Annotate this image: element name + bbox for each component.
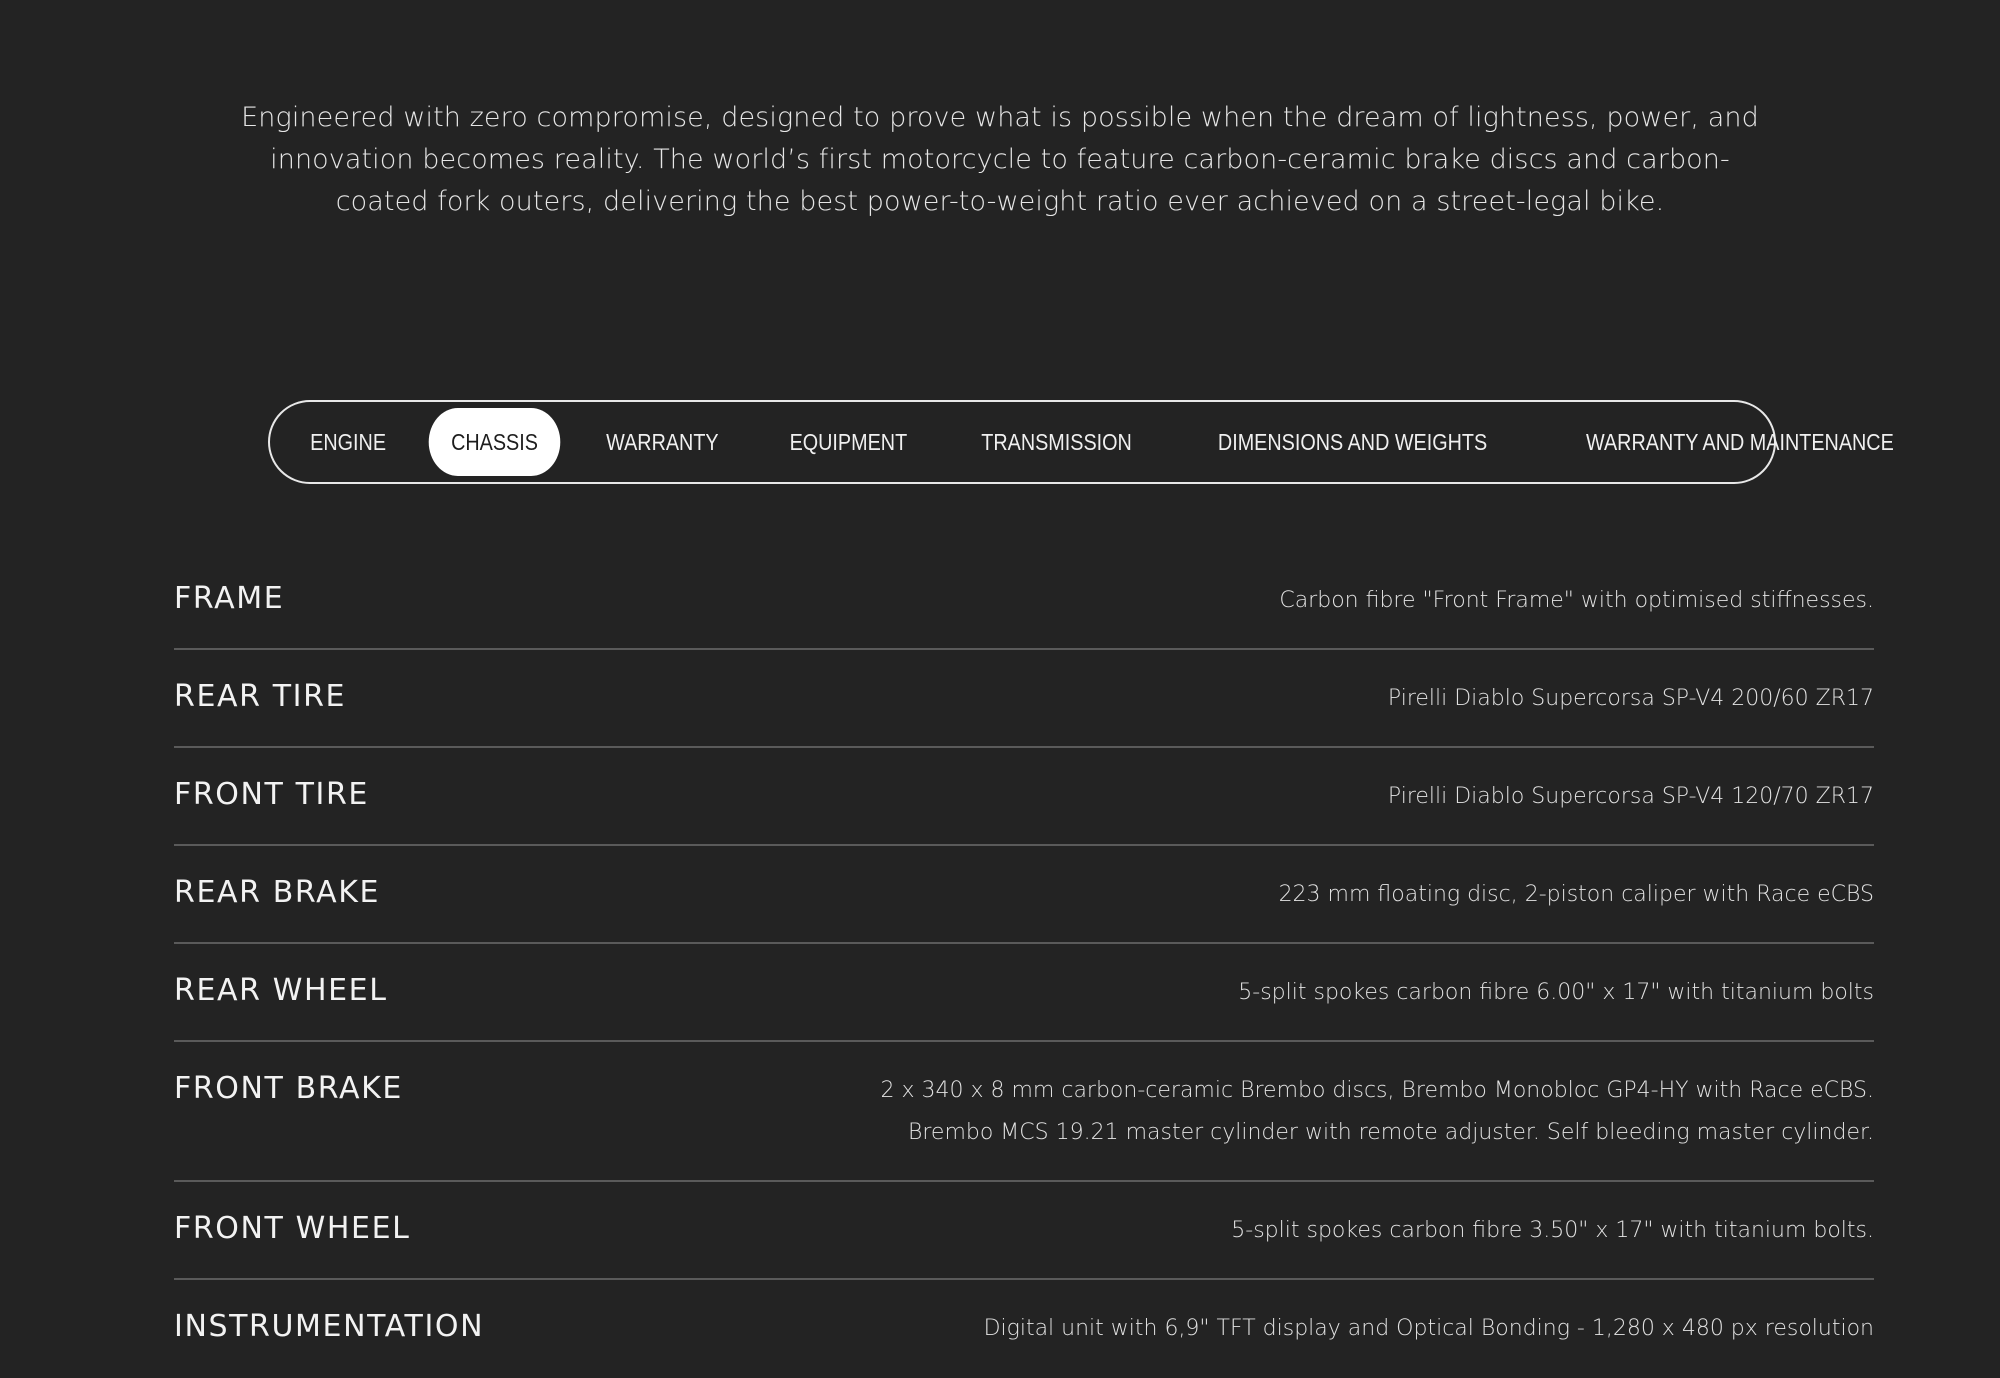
tab-dimensions-and-weights[interactable]: DIMENSIONS AND WEIGHTS <box>1217 429 1487 455</box>
spec-row-frame <box>174 552 1874 650</box>
tab-warranty[interactable]: WARRANTY <box>606 429 719 455</box>
spec-row-instrumentation <box>174 1280 1874 1378</box>
tab-transmission[interactable]: TRANSMISSION <box>980 429 1132 455</box>
spec-row-rear-tire <box>174 650 1874 748</box>
spec-tabs <box>268 400 1894 484</box>
spec-label: FRAME <box>174 581 285 616</box>
tab-chassis[interactable]: CHASSIS <box>429 408 561 476</box>
spec-value: Pirelli Diablo Supercorsa SP-V4 120/70 ZR17 <box>1387 784 1874 809</box>
spec-label: REAR WHEEL <box>174 973 388 1008</box>
spec-label: REAR TIRE <box>174 679 347 714</box>
spec-row-front-wheel <box>174 1182 1874 1280</box>
spec-label: INSTRUMENTATION <box>174 1309 485 1344</box>
tab-warranty-and-maintenance[interactable]: WARRANTY AND MAINTENANCE <box>1585 429 1894 455</box>
spec-value: 5-split spokes carbon fibre 6.00" x 17" with titanium bolts <box>1238 980 1874 1005</box>
spec-label: FRONT WHEEL <box>174 1211 411 1246</box>
spec-row-front-brake <box>174 1042 1874 1182</box>
tab-equipment[interactable]: EQUIPMENT <box>789 429 908 455</box>
spec-row-front-tire <box>174 748 1874 846</box>
spec-label: REAR BRAKE <box>174 875 381 910</box>
spec-value: 2 x 340 x 8 mm carbon-ceramic Brembo discs, Brembo Monobloc GP4-HY with Race eCBS. Brembo MCS 19.21 master cylinder with remote adjuster. Self bleeding master cylinder. <box>880 1078 1874 1145</box>
spec-value: 5-split spokes carbon fibre 3.50" x 17" with titanium bolts. <box>1231 1218 1874 1243</box>
spec-label: FRONT TIRE <box>174 777 369 812</box>
spec-value: Carbon fibre "Front Frame" with optimised stiffnesses. <box>1279 588 1874 613</box>
spec-row-rear-wheel <box>174 944 1874 1042</box>
intro-paragraph: Engineered with zero compromise, designed to prove what is possible when the dream of lightness, power, and innovation becomes reality. The world’s first motorcycle to feature carbon-ceramic brake discs and carbon-coated fork outers, delivering the best power-to-weight ratio ever achieved on a street-legal bike. <box>241 102 1759 217</box>
spec-table <box>174 552 1874 1378</box>
spec-value: 223 mm floating disc, 2-piston caliper with Race eCBS <box>1278 882 1874 907</box>
spec-value: Digital unit with 6,9" TFT display and Optical Bonding - 1,280 x 480 px resolution <box>983 1316 1874 1341</box>
spec-value: Pirelli Diablo Supercorsa SP-V4 200/60 ZR17 <box>1387 686 1874 711</box>
spec-label: FRONT BRAKE <box>174 1071 403 1106</box>
tab-engine[interactable]: ENGINE <box>310 429 387 455</box>
spec-row-rear-brake <box>174 846 1874 944</box>
